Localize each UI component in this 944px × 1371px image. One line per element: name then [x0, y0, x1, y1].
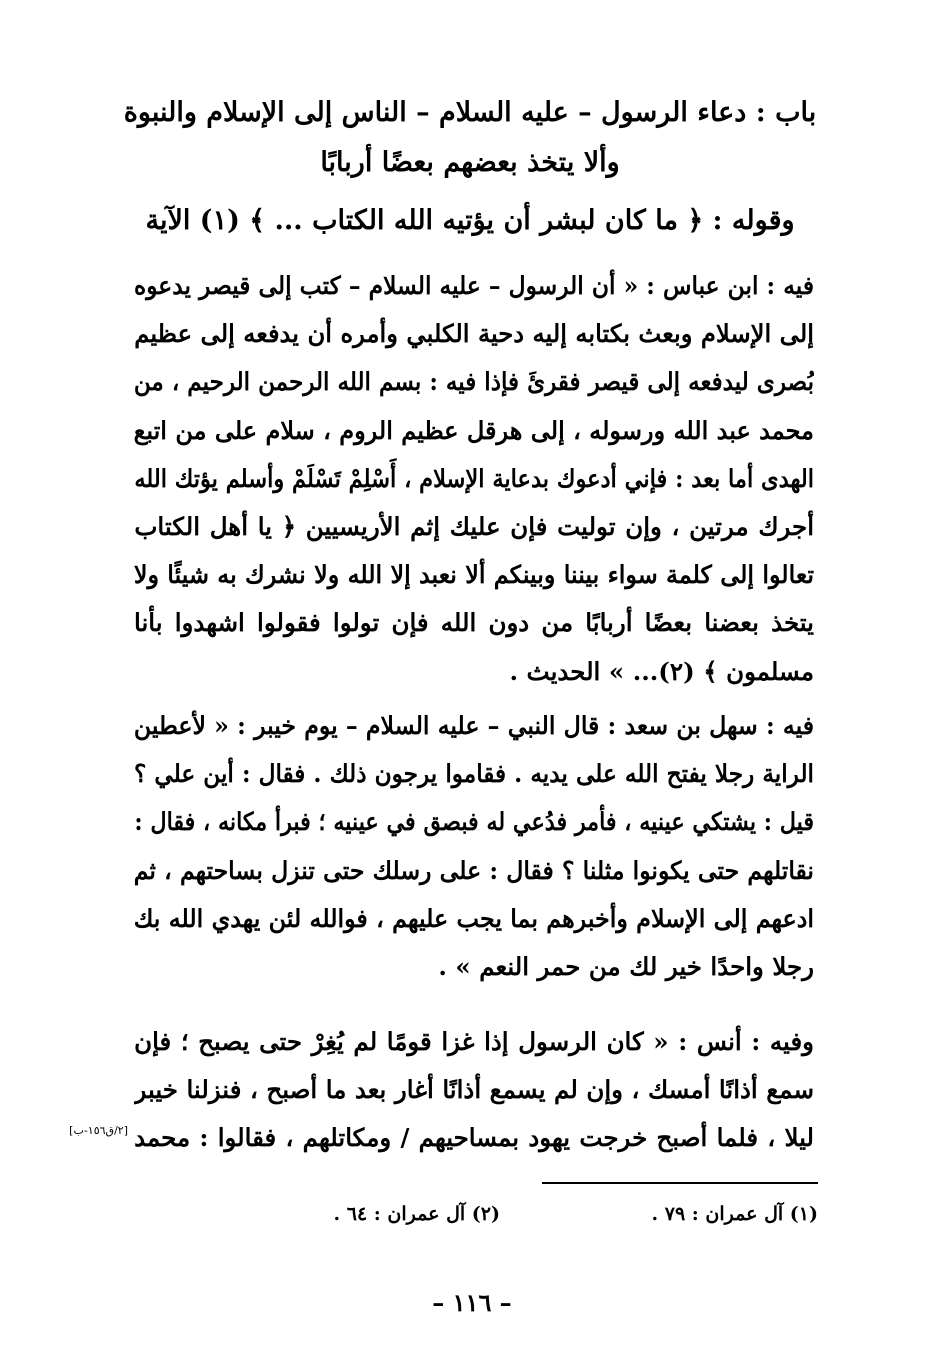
footnote-1: (١) آل عمران : ٧٩ . — [651, 1203, 818, 1225]
text-line: ليلا ، فلما أصبح خرجت يهود بمساحيهم / ومكاتلهم ، فقالوا : محمد — [134, 1123, 814, 1153]
text-line: الهدى أما بعد : فإني أدعوك بدعاية الإسلام ، أَسْلِمْ تَسْلَمْ وأسلم يؤتك الله — [134, 463, 814, 493]
manuscript-folio-note: [٢/ق١٥٦-ب] — [69, 1124, 128, 1137]
text-line: فيه : سهل بن سعد : قال النبي – عليه السلام – يوم خيبر : « لأعطين — [134, 711, 814, 740]
text-line: إلى الإسلام وبعث بكتابه إليه دحية الكلبي وأمره أن يدفعه إلى عظيم — [134, 319, 814, 349]
text-line: بُصرى ليدفعه إلى قيصر فقرئَ فإذا فيه : بسم الله الرحمن الرحيم ، من — [134, 367, 814, 397]
chapter-heading — [110, 88, 830, 188]
hadith-paragraph-ibn-abbas — [134, 262, 814, 696]
text-line: أجرك مرتين ، وإن توليت فإن عليك إثم الأريسيين ﴿ يا أهل الكتاب — [134, 512, 814, 542]
text-line: وفيه : أنس : « كان الرسول إذا غزا قومًا لم يُغِرْ حتى يصبح ؛ فإن — [134, 1027, 814, 1056]
hadith-paragraph-sahl — [134, 702, 814, 991]
text-line: يتخذ بعضنا بعضًا أربابًا من دون الله فإن تولوا فقولوا اشهدوا بأنا — [134, 608, 814, 638]
quranic-verse-line: وقوله : ﴿ ما كان لبشر أن يؤتيه الله الكتاب ... ﴾ (١) الآية — [145, 205, 795, 236]
text-line: سمع أذانًا أمسك ، وإن لم يسمع أذانًا أغار بعد ما أصبح ، فنزلنا خيبر — [134, 1075, 814, 1105]
page-number: – ١١٦ – — [432, 1288, 512, 1317]
chapter-heading-line-2: وألا يتخذ بعضهم بعضًا أربابًا — [320, 147, 620, 178]
footnote-2: (٢) آل عمران : ٦٤ . — [333, 1203, 500, 1225]
text-line: قيل : يشتكي عينيه ، فأمر فدُعي له فبصق في عينيه ؛ فبرأ مكانه ، فقال : — [134, 807, 814, 837]
footnote-separator — [542, 1182, 818, 1184]
text-line: الراية رجلا يفتح الله على يديه . فقاموا يرجون ذلك . فقال : أين علي ؟ — [134, 759, 814, 789]
text-line: نقاتلهم حتى يكونوا مثلنا ؟ فقال : على رسلك حتى تنزل بساحتهم ، ثم — [134, 855, 814, 885]
text-line: مسلمون ﴾ (٢)... » الحديث . — [509, 656, 814, 686]
text-line: محمد عبد الله ورسوله ، إلى هرقل عظيم الروم ، سلام على من اتبع — [134, 415, 814, 445]
text-line: تعالوا إلى كلمة سواء بيننا وبينكم ألا نعبد إلا الله ولا نشرك به شيئًا ولا — [134, 560, 814, 590]
text-line: ادعهم إلى الإسلام وأخبرهم بما يجب عليهم ، فوالله لئن يهدي الله بك — [134, 903, 814, 933]
text-line: رجلا واحدًا خير لك من حمر النعم » . — [438, 952, 814, 982]
chapter-heading-line-1: باب : دعاء الرسول – عليه السلام – الناس إلى الإسلام والنبوة — [123, 97, 817, 128]
hadith-paragraph-anas — [134, 1018, 814, 1163]
text-line: فيه : ابن عباس : « أن الرسول – عليه السلام – كتب إلى قيصر يدعوه — [134, 271, 814, 300]
